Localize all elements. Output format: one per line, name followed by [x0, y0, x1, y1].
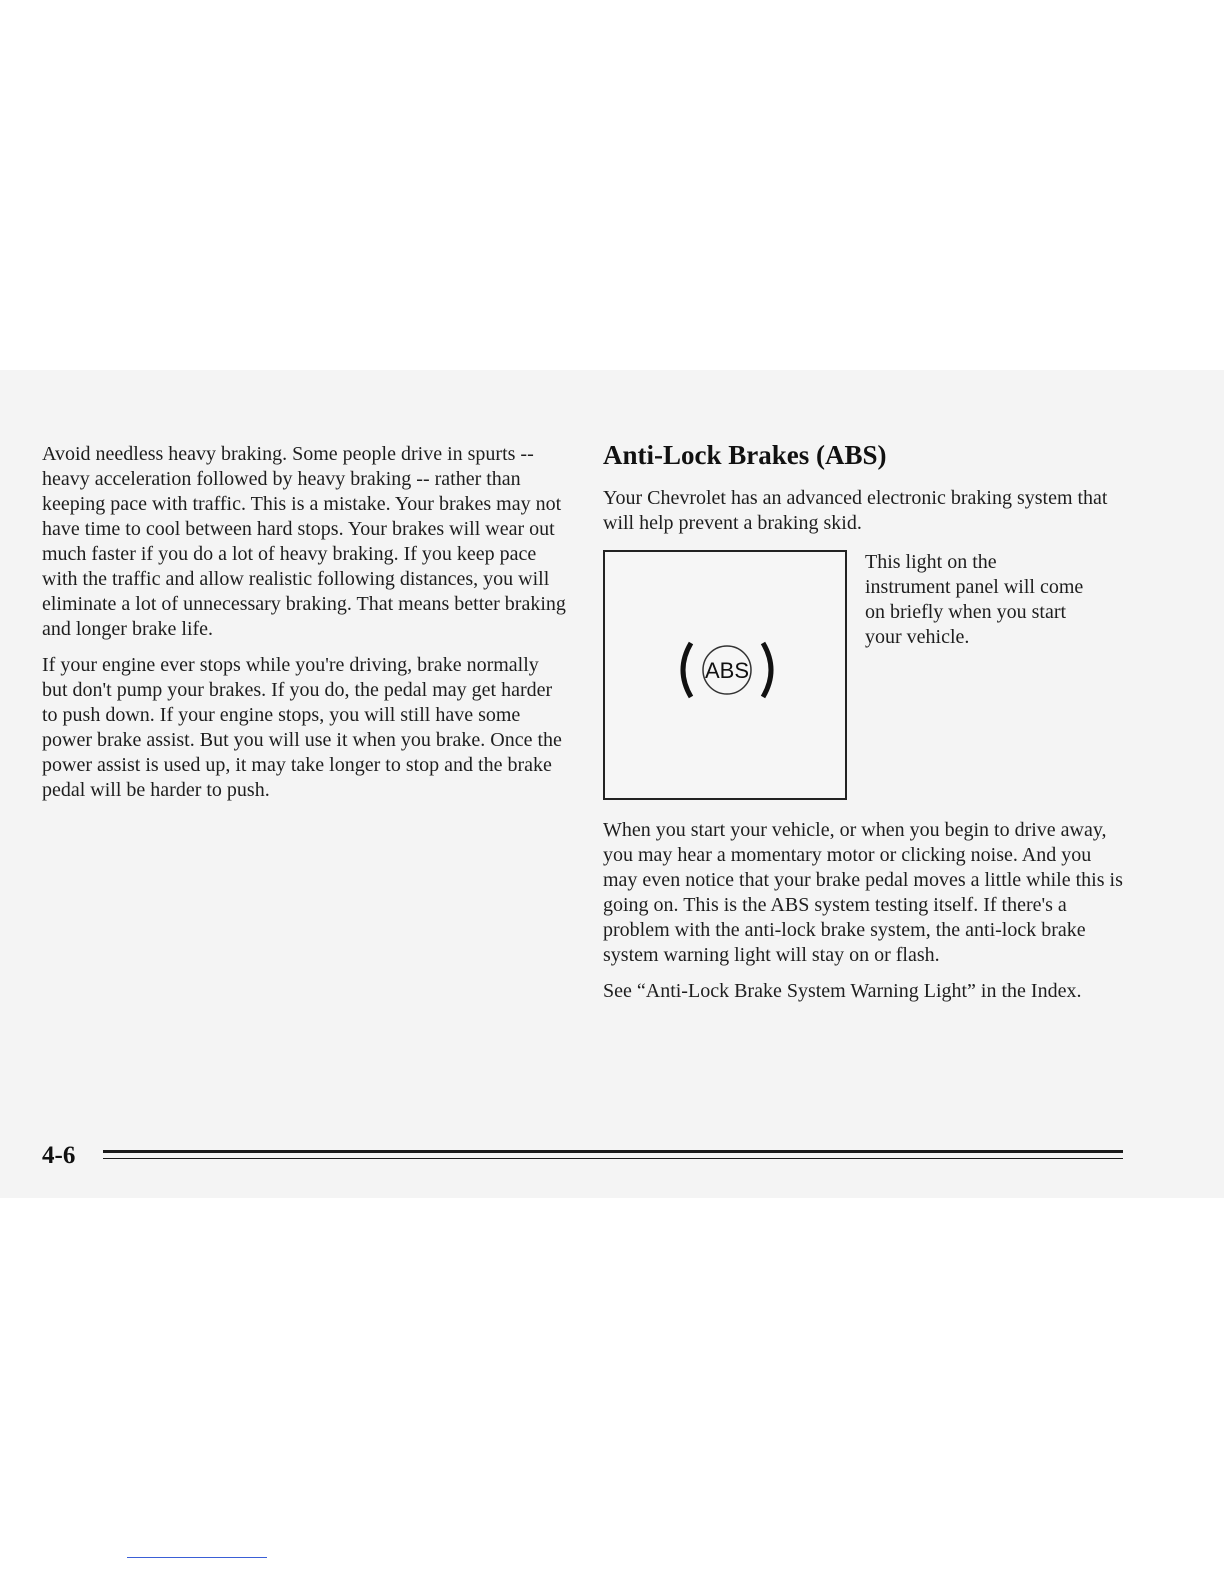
paragraph-braking-habits: Avoid needless heavy braking. Some people drive in spurts -- heavy acceleration followed by heavy braking -- rather than keeping pace with traffic. This is a mistake. Your brakes may not have time to cool between hard stops. Your brakes will wear out much faster if you do a lot of heavy braking. If you keep pace with the traffic and allow realistic following distances, you will eliminate a lot of unnecessary braking. That means better braking and longer brake life. [42, 443, 566, 640]
paragraph-intro: Your Chevrolet has an advanced electronic braking system that will help prevent a braking skid. [603, 487, 1108, 534]
paragraph-engine-stops: If your engine ever stops while you're driving, brake normally but don't pump your brakes. If you do, the pedal may get harder to push down. If your engine stops, you will still have some power brake assist. But you will use it when you brake. Once the power assist is used up, it may take longer to stop and the brake pedal will be harder to push. [42, 654, 562, 801]
paragraph-abs-self-test: When you start your vehicle, or when you begin to drive away, you may hear a momentary motor or clicking noise. And you may even notice that your brake pedal moves a little while this is going on. This is the ABS system testing itself. If there's a problem with the anti-lock brake system, the anti-lock brake system warning light will stay on or flash. [603, 819, 1123, 966]
bottom-mark-line [127, 1557, 267, 1558]
section-heading: Anti-Lock Brakes (ABS) [603, 440, 887, 470]
right-column [603, 438, 1128, 1015]
figure-caption [865, 550, 1085, 650]
abs-light-figure [603, 550, 847, 800]
page-number: 4-6 [42, 1142, 76, 1169]
figure-caption-text: This light on the instrument panel will come on briefly when you start your vehicle. [865, 551, 1084, 648]
footer-rule [103, 1150, 1123, 1159]
left-column [42, 442, 567, 814]
figure-row [603, 550, 1128, 818]
abs-warning-light-icon [677, 635, 777, 705]
paragraph-see-index: See “Anti-Lock Brake System Warning Light” in the Index. [603, 980, 1082, 1002]
abs-icon-label: ABS [704, 658, 750, 683]
